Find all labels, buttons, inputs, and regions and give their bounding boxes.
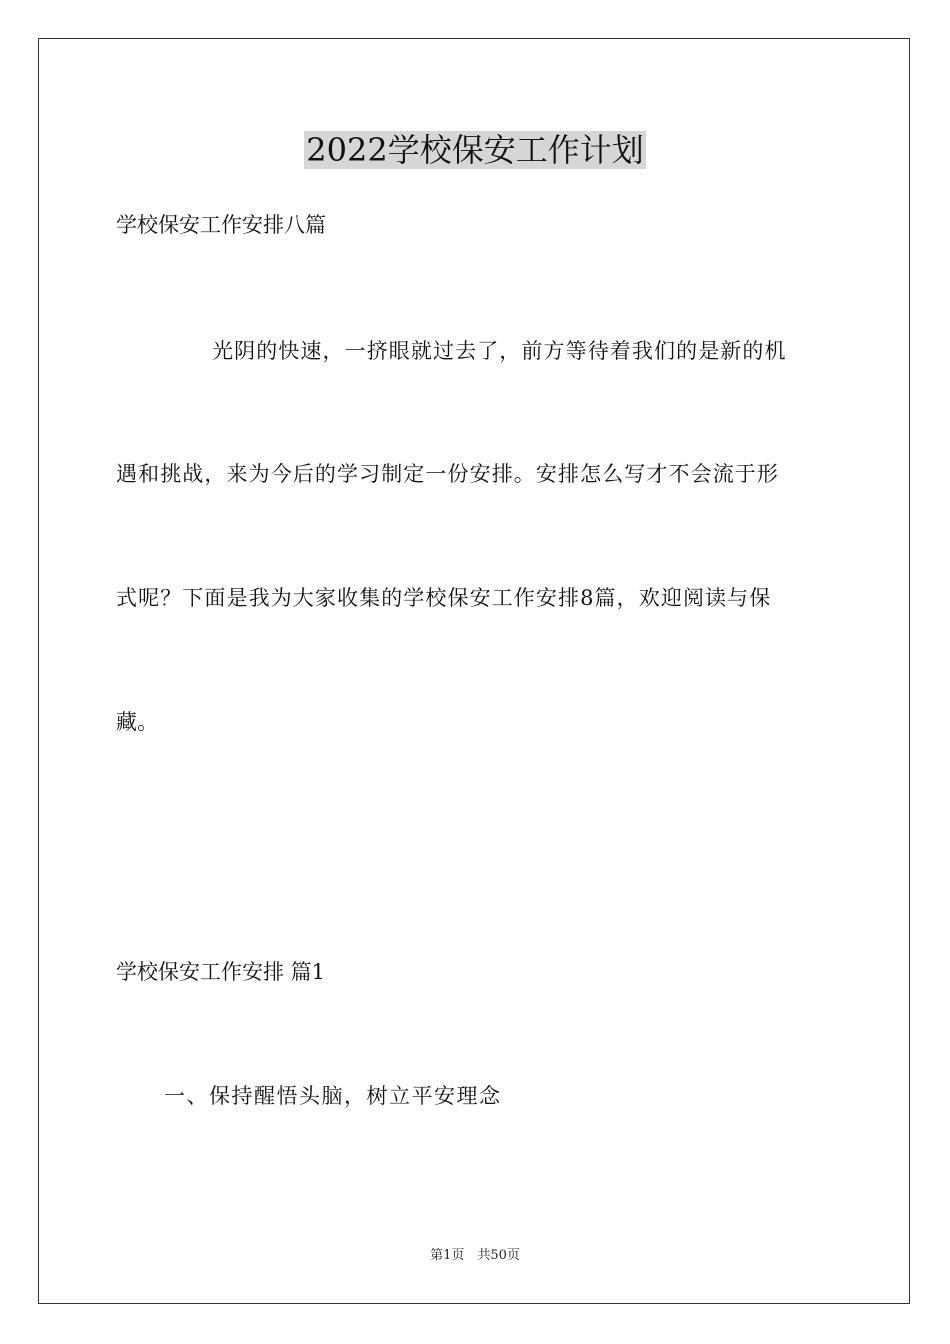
- section-heading: 一、保持醒悟头脑，树立平安理念: [164, 1084, 502, 1108]
- intro-line-3: 式呢？下面是我为大家收集的学校保安工作安排8篇，欢迎阅读与保: [116, 586, 772, 610]
- document-subtitle: 学校保安工作安排八篇: [116, 213, 326, 237]
- intro-line-1: 光阴的快速，一挤眼就过去了，前方等待着我们的是新的机: [212, 339, 787, 363]
- section-title: 学校保安工作安排 篇1: [116, 960, 326, 984]
- intro-line-2: 遇和挑战，来为今后的学习制定一份安排。安排怎么写才不会流于形: [116, 462, 779, 486]
- intro-line-4: 藏。: [116, 710, 158, 734]
- document-title-text: 2022学校保安工作计划: [306, 131, 644, 169]
- page-footer: 第1页 共50页: [430, 1248, 520, 1263]
- document-title: [0, 130, 950, 170]
